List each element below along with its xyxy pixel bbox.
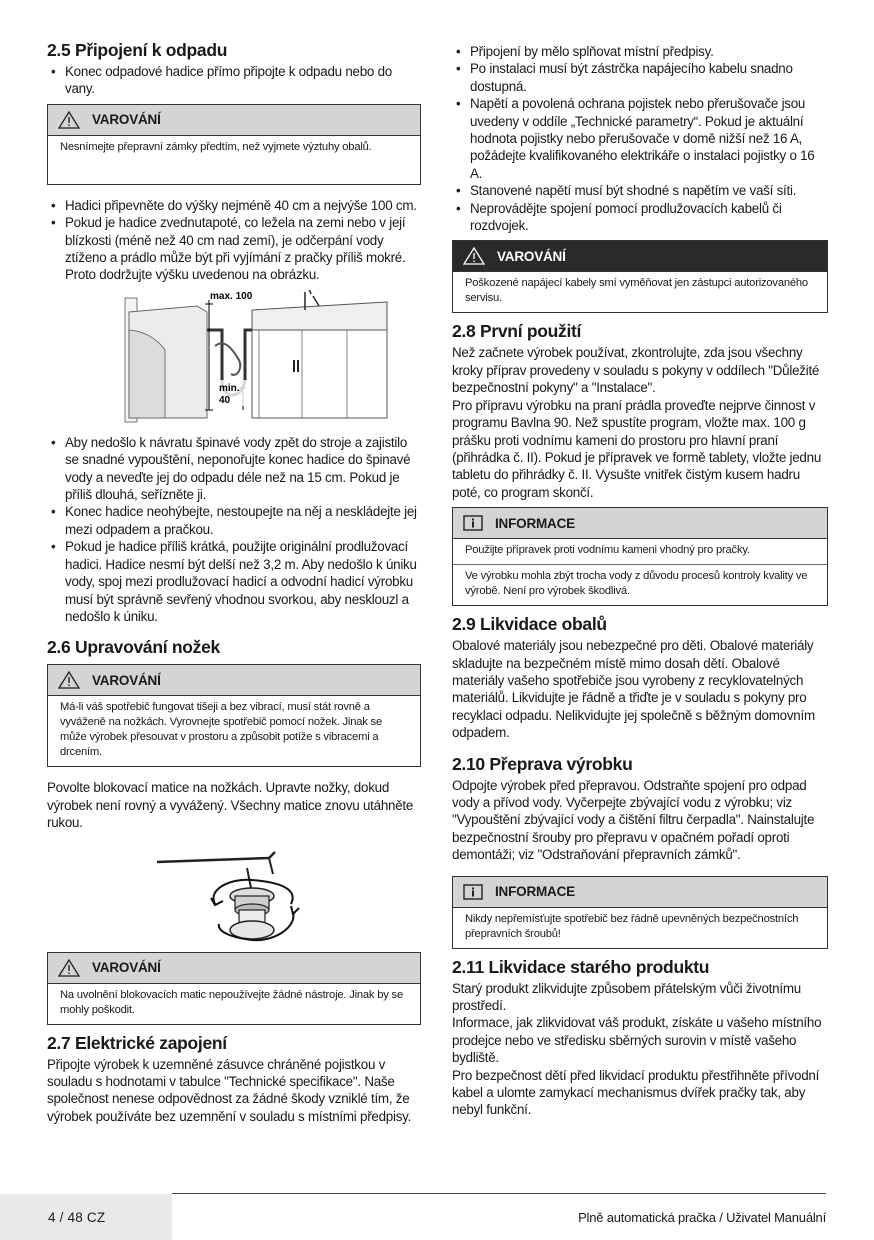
info-box bbox=[452, 876, 828, 949]
section-heading-2-11: 2.11 Likvidace starého produktu bbox=[452, 956, 710, 977]
min-height-value: 40 bbox=[219, 394, 231, 406]
warning-header bbox=[48, 953, 420, 984]
adjustable-feet-illustration bbox=[47, 838, 421, 946]
info-title: INFORMACE bbox=[495, 515, 575, 531]
warning-title: VAROVÁNÍ bbox=[92, 672, 161, 688]
info-box bbox=[452, 507, 828, 606]
list-item: • Po instalaci musí být zástrčka napájecího kabelu snadno dostupná. bbox=[452, 60, 828, 95]
bullet-list bbox=[47, 63, 421, 98]
info-text: Nikdy nepřemísťujte spotřebič bez řádně upevněných bezpečnostních přepravních šroubů! bbox=[465, 912, 799, 940]
paragraph: Než začnete výrobek používat, zkontrolujte, zda jsou všechny kroky příprav provedeny v souladu s pokyny v oddílech "Důležité bezpečnostní pokyny" a "Instalace". bbox=[452, 345, 820, 396]
paragraph: Obalové materiály jsou nebezpečné pro děti. Obalové materiály skladujte na bezpečném místě mimo dosah dětí. Obalové materiály vašeho spotřebiče jsou vyrobeny z recyklovatelných materiálů. Likvidujte je řádně a třiďte je v souladu s pokyny pro recyklaci odpadu. Nelikvidujte jej společně s běžným domovním odpadem. bbox=[452, 638, 815, 741]
paragraph: Odpojte výrobek před přepravou. Odstraňte spojení pro odpad vody a přívod vody. Vyčerpejte zbývající vodu z výrobku; viz "Vypouštění zbývající vody a čištění filtru čerpadla". Nainstalujte bezpečnostní šrouby pro přepravu v opačném pořadí oproti demontáži; viz "Odstraňování přepravních zámků". bbox=[452, 777, 815, 863]
list-item: • Stanovené napětí musí být shodné s napětím ve vaší síti. bbox=[452, 182, 828, 199]
list-item: • Hadici připevněte do výšky nejméně 40 cm a nejvýše 100 cm. bbox=[47, 197, 421, 214]
section-heading-2-7: 2.7 Elektrické zapojení bbox=[47, 1032, 227, 1053]
warning-box bbox=[47, 664, 421, 767]
paragraph: Pro bezpečnost dětí před likvidací produktu přestřihněte přívodní kabel a ulomte zamykací mechanismus dvířek pračky tak, aby nebyl funkční. bbox=[452, 1067, 820, 1118]
min-height-label: min. bbox=[219, 382, 240, 394]
warning-box bbox=[47, 952, 421, 1025]
section-heading-2-6: 2.6 Upravování nožek bbox=[47, 637, 220, 658]
warning-icon bbox=[58, 959, 80, 977]
info-title: INFORMACE bbox=[495, 884, 575, 900]
section-heading-2-5: 2.5 Připojení k odpadu bbox=[47, 40, 228, 60]
info-text: Ve výrobku mohla zbýt trocha vody z důvodu procesů kontroly kvality ve výrobě. Není pro výrobek škodlivá. bbox=[453, 564, 827, 605]
max-height-label: max. 100 bbox=[210, 290, 253, 302]
list-item: • Konec hadice neohýbejte, nestoupejte na něj a neskládejte jej mezi odpadem a pračkou. bbox=[47, 503, 421, 538]
info-icon bbox=[463, 884, 483, 900]
warning-title: VAROVÁNÍ bbox=[92, 112, 161, 128]
drain-hose-height-illustration bbox=[47, 290, 421, 428]
list-item: • Pokud je hadice zvednutapoté, co ležela na zemi nebo v její blízkosti (méně než 40 cm nad zemí), je odčerpání vody ztíženo a prádlo může být při vyjímání z pračky příliš mokré. Proto dodržujte výšku uvedenou na obrázku. bbox=[47, 214, 421, 284]
list-item: • Pokud je hadice příliš krátká, použijte originální prodlužovací hadici. Hadice nesmí být delší než 3,2 m. Aby nedošlo k úniku vody, spoj mezi prodlužovací hadicí a odvodní hadicí výrobku musí být správně sevřený vhodnou svorkou, aby nesklouzl a nedošlo k úniku. bbox=[47, 538, 421, 625]
warning-header bbox=[453, 241, 827, 272]
left-column bbox=[47, 40, 421, 1125]
section-heading-2-9: 2.9 Likvidace obalů bbox=[452, 614, 607, 635]
warning-icon bbox=[58, 671, 80, 689]
warning-icon bbox=[58, 111, 80, 129]
paragraph: Povolte blokovací matice na nožkách. Upravte nožky, dokud výrobek není rovný a vyvážený. Všechny matice znovu utáhněte rukou. bbox=[47, 780, 414, 831]
info-header bbox=[453, 508, 827, 539]
section-heading-2-10: 2.10 Přeprava výrobku bbox=[452, 753, 633, 774]
info-header bbox=[453, 877, 827, 908]
paragraph: Připojte výrobek k uzemněné zásuvce chráněné pojistkou v souladu s hodnotami v tabulce "Technické specifikace". Naše společnost nenese odpovědnost za žádné škody vzniklé tím, že výrobek používáte bez uzemnění v souladu s místními předpisy. bbox=[47, 1056, 412, 1124]
warning-box bbox=[452, 240, 828, 313]
warning-text: Má-li váš spotřebič fungovat tišeji a bez vibrací, musí stát rovně a vyváženě na nožkách. Vyrovnejte spotřebič pomocí nožek. Jinak se může výrobek přesouvat v prostoru a způsobit potíže s vibracemi a drcením. bbox=[60, 701, 382, 759]
paragraph: Starý produkt zlikvidujte způsobem přátelským vůči životnímu prostředí. bbox=[452, 980, 801, 1013]
bullet-list bbox=[47, 434, 421, 625]
list-item: • Konec odpadové hadice přímo připojte k odpadu nebo do vany. bbox=[47, 63, 421, 98]
warning-text: Na uvolnění blokovacích matic nepoužívejte žádné nástroje. Jinak by se mohly poškodit. bbox=[60, 988, 403, 1016]
page-number: 4 / 48 CZ bbox=[48, 1210, 106, 1225]
list-item: • Neprovádějte spojení pomocí prodlužovacích kabelů či rozdvojek. bbox=[452, 200, 828, 235]
list-item: • Aby nedošlo k návratu špinavé vody zpět do stroje a zajistilo se snadné vypouštění, neponořujte konec hadice do špinavé vody a neveďte jej do odpadu déle než na 15 cm. Pokud je příliš dlouhá, seřízněte ji. bbox=[47, 434, 421, 504]
info-text: Použijte přípravek proti vodnímu kameni vhodný pro pračky. bbox=[465, 544, 750, 557]
warning-box bbox=[47, 104, 421, 185]
footer-title: Plně automatická pračka / Uživatel Manuální bbox=[578, 1210, 826, 1225]
paragraph: Pro přípravu výrobku na praní prádla proveďte nejprve činnost v programu Bavlna 90. Než spustíte program, vložte max. 100 g prášku proti vodnímu kameni do prostoru pro hlavní praní (přihrádka č. II). Pokud je přípravek ve formě tablety, vložte jednu tabletu do přihrádky č. II. Vysušte vnitřek čistým kusem hadru poté, co program skončí. bbox=[452, 397, 822, 500]
warning-title: VAROVÁNÍ bbox=[497, 248, 566, 264]
bullet-list bbox=[47, 197, 421, 284]
info-icon bbox=[463, 515, 483, 531]
warning-icon bbox=[463, 247, 485, 265]
list-item: • Napětí a povolená ochrana pojistek nebo přerušovače jsou uvedeny v oddíle „Technické parametry“. Pokud je aktuální hodnota pojistky nebo přerušovače v domě nižší než 16 A, požádejte kvalifikovaného elektrikáře o instalaci pojistky o 16 A. bbox=[452, 95, 828, 182]
warning-title: VAROVÁNÍ bbox=[92, 960, 161, 976]
paragraph: Informace, jak zlikvidovat váš produkt, získáte u vašeho místního prodejce nebo ve středisku sběrných surovin v místě vašeho bydliště. bbox=[452, 1015, 822, 1066]
list-item: • Připojení by mělo splňovat místní předpisy. bbox=[452, 43, 828, 60]
right-column bbox=[452, 43, 828, 1119]
bullet-list bbox=[452, 43, 828, 234]
footer-divider bbox=[172, 1193, 826, 1194]
warning-text: Poškozené napájecí kabely smí vyměňovat jen zástupci autorizovaného servisu. bbox=[465, 277, 808, 305]
warning-text: Nesnímejte přepravní zámky předtím, než vyjmete výztuhy obalů. bbox=[60, 140, 372, 153]
warning-header bbox=[48, 665, 420, 696]
warning-header bbox=[48, 105, 420, 136]
section-heading-2-8: 2.8 První použití bbox=[452, 321, 582, 342]
